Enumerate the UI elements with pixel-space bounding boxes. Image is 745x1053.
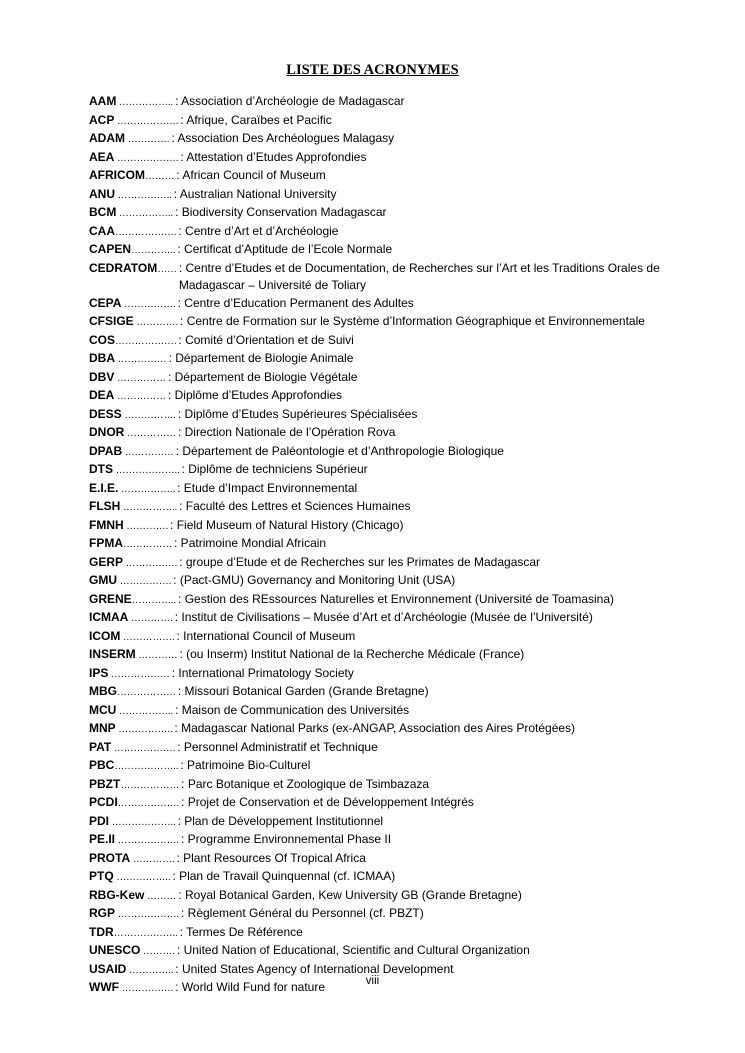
acronym-lead [89,535,172,554]
acronym-row [89,204,689,223]
acronym-abbr: IPS [89,665,109,680]
acronym-row [89,683,689,702]
acronym-definition: : Comité d’Orientation et de Suivi [178,332,354,347]
acronym-lead [89,130,169,149]
acronym-lead [89,260,177,295]
acronym-lead [89,794,179,813]
acronym-leader-dots: ……… [145,171,175,182]
acronym-row [89,905,689,924]
acronym-definition: : International Council of Museum [176,628,356,643]
acronym-row [89,757,689,776]
acronym-row [89,498,689,517]
acronym-abbr: RBG-Kew [89,887,145,902]
acronym-row [89,887,689,906]
acronym-row [89,942,689,961]
acronym-abbr: WWF [89,980,119,994]
acronym-leader-dots: ………………. [115,835,179,846]
acronym-abbr: DBV [89,369,115,384]
acronym-definition: : Département de Paléontologie et d’Anthropologie Biologique [175,443,504,458]
acronym-definition: : Royal Botanical Garden, Kew University GB (Grande Bretagne) [178,887,522,902]
acronym-definition: : Madagascar National Parks (ex-ANGAP, Association des Aires Protégées) [174,721,576,735]
acronym-abbr: UNESCO [89,943,141,957]
acronym-leader-dots: …………. [125,134,170,145]
acronym-lead [89,591,176,610]
acronym-definition: : International Primatology Society [171,665,354,680]
acronym-lead [89,646,177,665]
acronym-row [89,794,689,813]
acronym-lead [89,406,176,425]
page-number: viii [365,975,380,987]
acronym-row [89,369,689,388]
acronym-leader-dots: ………… [135,650,178,661]
acronym-leader-dots: …………. [128,613,173,624]
acronym-leader-dots: …… [157,263,177,275]
acronym-lead [89,776,179,795]
acronym-row [89,535,689,554]
acronym-leader-dots: …………….. [120,502,178,513]
acronym-lead [89,868,170,887]
acronym-leader-dots: …………….. [113,872,171,883]
acronym-leader-dots: …………….. [116,208,174,219]
acronym-definition: : Afrique, Caraïbes et Pacific [180,112,332,127]
acronym-row [89,702,689,721]
acronym-row [89,332,689,351]
acronym-abbr: DPAB [89,443,123,458]
acronym-abbr: DEA [89,388,115,402]
acronym-leader-dots: ………………. [114,152,179,164]
acronym-definition: : Diplôme d’Etudes Approfondies [167,388,343,402]
acronym-abbr: DTS [89,462,113,476]
acronym-row [89,313,689,332]
acronym-leader-dots: …………….. [118,483,176,495]
acronym-abbr: AEA [89,149,115,164]
acronym-row [89,260,689,295]
acronym-leader-dots: ………….. [131,594,177,606]
acronym-abbr: RGP [89,906,116,920]
acronym-leader-dots: …………….. [116,705,174,717]
acronym-definition: : African Council of Museum [176,168,326,182]
acronym-row [89,387,689,406]
acronym-definition: : Association d’Archéologie de Madagascar [175,94,405,108]
acronym-lead [89,683,176,702]
acronym-row [89,93,689,112]
acronym-abbr: CEPA [89,295,122,310]
acronym-row [89,223,689,242]
page-title: LISTE DES ACRONYMES [286,62,459,78]
acronym-definition: : World Wild Fund for nature [175,980,325,994]
acronym-abbr: TDR [89,924,114,939]
acronym-lead [89,720,172,739]
acronym-lead [89,480,175,499]
acronym-leader-dots: ………………. [114,115,179,127]
acronym-abbr: ICMAA [89,610,129,624]
acronym-leader-dots: …………. [130,853,175,865]
acronym-row [89,850,689,869]
acronym-row [89,517,689,536]
acronym-definition: : Département de Biologie Animale [168,351,354,365]
acronym-abbr: DESS [89,406,122,421]
acronym-definition: : (Pact-GMU) Governancy and Monitoring Unit (USA) [173,573,456,587]
acronym-row [89,186,689,205]
acronym-leader-dots: ………………. [115,226,177,238]
acronym-abbr: GERP [89,554,124,569]
acronym-abbr: COS [89,332,116,347]
acronym-leader-dots: ………………. [115,335,177,347]
acronym-leader-dots: ……… [144,890,177,902]
acronym-lead [89,924,178,943]
acronym-definition: : Plan de Travail Quinquennal (cf. ICMAA) [172,869,396,883]
acronym-leader-dots: ………………. [117,798,180,809]
acronym-lead [89,572,171,591]
acronym-definition: : Centre d’Art et d’Archéologie [178,223,339,238]
acronym-leader-dots: ……………. [120,631,175,643]
acronym-leader-dots: ………. [140,946,175,957]
acronym-row [89,776,689,795]
acronym-lead [89,223,176,242]
acronym-abbr: CEDRATOM [89,260,158,275]
acronym-row [89,591,689,610]
acronym-leader-dots: …………… [115,354,167,365]
acronym-definition: : Plan de Développement Institutionnel [177,813,384,828]
acronym-definition: : Institut de Civilisations – Musée d’Art et d’Archéologie (Musée de l’Université) [174,610,593,624]
acronym-leader-dots: …………… [122,446,174,458]
acronym-abbr: MCU [89,702,117,717]
acronym-lead [89,204,173,223]
acronym-row [89,739,689,758]
acronym-abbr: AAM [89,94,117,108]
acronym-row [89,406,689,425]
acronym-row [89,241,689,260]
acronym-leader-dots: ………………. [111,742,176,754]
acronym-row [89,628,689,647]
acronym-lead [89,702,173,721]
acronym-definition: : Règlement Général du Personnel (cf. PBZT) [180,906,424,920]
acronym-row [89,443,689,462]
acronym-abbr: PAT [89,739,112,754]
acronym-abbr: CAPEN [89,242,132,256]
acronym-row [89,831,689,850]
acronym-definition: : United Nation of Educational, Scientific and Cultural Organization [176,943,530,957]
acronym-abbr: USAID [89,961,127,976]
acronym-abbr: INSERM [89,647,136,661]
acronym-lead [89,369,166,388]
acronym-abbr: PROTA [89,850,131,865]
acronym-definition: : (ou Inserm) Institut National de la Recherche Médicale (France) [179,647,525,661]
acronym-abbr: DBA [89,351,115,365]
acronym-lead [89,665,170,684]
acronym-leader-dots: ……………. [118,983,174,994]
acronym-leader-dots: ………….. [126,964,174,976]
acronym-leader-dots: ………………. [115,909,179,920]
acronym-lead [89,942,175,961]
acronym-abbr: MBG [89,684,117,698]
acronym-definition: : Personnel Administratif et Technique [177,739,378,754]
acronym-leader-dots: …………. [133,317,179,328]
acronym-definition: : Département de Biologie Végétale [167,369,358,384]
acronym-row [89,295,689,314]
acronym-definition: : Gestion des REssources Naturelles et Environnement (Université de Toamasina) [178,591,615,606]
acronym-definition: : Centre d’Etudes et de Documentation, de Recherches sur l’Art et les Traditions Orales de Madagascar – Université de Toliary [178,260,660,292]
acronym-row [89,167,689,186]
acronym-leader-dots: ……………. [123,557,178,569]
acronym-lead [89,387,166,406]
acronym-row [89,112,689,131]
acronym-abbr: CFSIGE [89,314,134,328]
acronym-abbr: PBC [89,758,115,772]
acronym-lead [89,628,175,647]
acronym-abbr: DNOR [89,425,125,439]
acronym-row [89,924,689,943]
acronym-definition: : Direction Nationale de l’Opération Rova [177,425,396,439]
acronym-definition: : United States Agency of International Development [175,961,454,976]
acronym-lead [89,313,178,332]
acronym-abbr: ACP [89,112,115,127]
acronym-leader-dots: ………….. [131,245,176,256]
acronym-definition: : Patrimoine Bio-Culturel [180,758,311,772]
acronym-lead [89,813,176,832]
acronym-definition: : Maison de Communication des Universités [175,702,410,717]
acronym-definition: : Plant Resources Of Tropical Africa [176,850,366,865]
acronym-leader-dots: …………… [114,391,166,402]
acronym-leader-dots: ……………… [108,668,170,680]
acronym-list [89,93,689,998]
acronym-leader-dots: …………….. [116,97,174,108]
acronym-abbr: PE.II [89,832,116,846]
acronym-row [89,720,689,739]
acronym-lead [89,332,176,351]
acronym-definition: : Centre de Formation sur le Système d’Information Géographique et Environnementale [180,314,645,328]
acronym-row [89,149,689,168]
acronym-abbr: GRENE [89,591,132,606]
acronym-leader-dots: …………… [123,539,173,550]
acronym-abbr: E.I.E. [89,480,119,495]
acronym-lead [89,831,179,850]
acronym-abbr: PDI [89,813,110,828]
acronym-definition: : Patrimoine Mondial Africain [174,536,327,550]
acronym-definition: : Programme Environnemental Phase II [180,832,392,846]
acronym-abbr: AFRICOM [89,168,145,182]
acronym-lead [89,517,168,536]
acronym-definition: : Centre d’Education Permanent des Adultes [177,295,414,310]
acronym-lead [89,905,179,924]
acronym-leader-dots: …………… [114,372,166,384]
acronym-definition: : Projet de Conservation et de Développement Intégrés [181,795,474,809]
acronym-definition: : Missouri Botanical Garden (Grande Bretagne) [177,684,429,698]
acronym-abbr: CAA [89,223,115,238]
acronym-abbr: ICOM [89,628,121,643]
acronym-row [89,350,689,369]
acronym-abbr: PBZT [89,776,121,791]
acronym-leader-dots: …………. [123,520,169,532]
acronym-abbr: PTQ [89,869,114,883]
acronym-definition: : Certificat d’Aptitude de l’Ecole Normale [177,242,393,256]
acronym-lead [89,424,176,443]
acronym-row [89,813,689,832]
acronym-definition: : Biodiversity Conservation Madagascar [175,205,387,219]
acronym-definition: : Etude d’Impact Environnemental [177,480,358,495]
acronym-leader-dots: ……………… [117,687,176,698]
acronym-abbr: MNP [89,721,116,735]
acronym-row [89,461,689,480]
acronym-lead [89,295,176,314]
acronym-leader-dots: ……………….. [113,927,178,939]
acronym-row [89,130,689,149]
acronym-lead [89,443,174,462]
acronym-definition: : Attestation d’Etudes Approfondies [180,149,367,164]
acronym-leader-dots: ……………. [117,576,172,587]
acronym-definition: : Termes De Référence [179,924,303,939]
acronym-lead [89,461,180,480]
acronym-lead [89,887,176,906]
acronym-leader-dots: …………… [124,428,176,439]
acronym-leader-dots: ……………. [121,298,176,310]
acronym-lead [89,112,178,131]
acronym-leader-dots: ……………….. [113,465,180,476]
acronym-lead [89,757,178,776]
acronym-abbr: PCDI [89,795,118,809]
acronym-definition: : Diplôme de techniciens Supérieur [181,462,368,476]
acronym-lead [89,93,173,112]
acronym-leader-dots: ……………….. [114,761,179,772]
acronym-leader-dots: ……………….. [109,816,176,828]
acronym-lead [89,850,174,869]
acronym-leader-dots: ……………… [120,779,180,791]
acronym-row [89,424,689,443]
acronym-row [89,665,689,684]
acronym-leader-dots: …………….. [115,724,173,735]
acronym-lead [89,554,177,573]
acronym-row [89,646,689,665]
acronym-definition: : Association Des Archéologues Malagasy [171,131,395,145]
acronym-definition: : Australian National University [173,186,337,201]
acronym-abbr: GMU [89,573,117,587]
acronym-definition: : Parc Botanique et Zoologique de Tsimbazaza [181,776,430,791]
acronym-lead [89,609,173,628]
acronym-abbr: ADAM [89,131,125,145]
acronym-definition: : groupe d’Etude et de Recherches sur les Primates de Madagascar [179,554,541,569]
acronym-row [89,554,689,573]
acronym-lead [89,167,174,186]
acronym-leader-dots: …………….. [115,189,172,201]
acronym-row [89,572,689,591]
acronym-row [89,609,689,628]
acronym-abbr: FPMA [89,536,123,550]
acronym-definition: : Field Museum of Natural History (Chicago) [170,517,404,532]
acronym-lead [89,498,177,517]
acronym-row [89,868,689,887]
acronym-leader-dots: ……………. [121,409,176,421]
acronym-row [89,480,689,499]
acronym-definition: : Diplôme d’Etudes Supérieures Spécialisées [177,406,418,421]
acronym-abbr: FLSH [89,499,121,513]
acronym-lead [89,739,175,758]
acronym-lead [89,350,167,369]
acronym-abbr: ANU [89,186,115,201]
acronym-abbr: BCM [89,205,117,219]
acronym-lead [89,241,175,260]
acronym-lead [89,149,178,168]
acronym-lead [89,186,172,205]
acronym-abbr: FMNH [89,517,124,532]
acronym-definition: : Faculté des Lettres et Sciences Humaines [179,499,411,513]
